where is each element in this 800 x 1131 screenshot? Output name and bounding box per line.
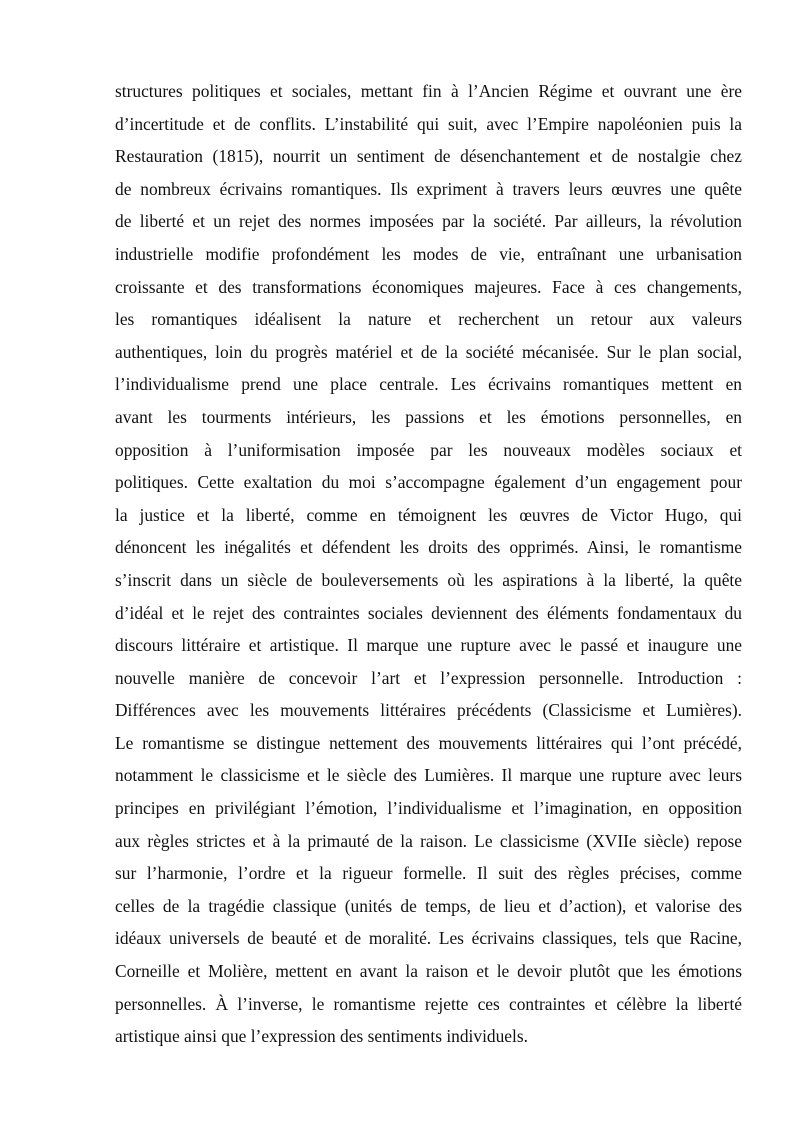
text-line: croissante et des transformations économiques majeures. Face à ces changements, [115, 276, 742, 297]
text-line: aux règles strictes et à la primauté de la raison. Le classicisme (XVIIe siècle) repose [115, 830, 742, 851]
text-line: principes en privilégiant l’émotion, l’individualisme et l’imagination, en opposition [115, 798, 742, 819]
text-line: personnelles. À l’inverse, le romantisme rejette ces contraintes et célèbre la liberté [115, 993, 742, 1014]
text-line: avant les tourments intérieurs, les passions et les émotions personnelles, en [115, 406, 742, 427]
text-line: d’idéal et le rejet des contraintes sociales deviennent des éléments fondamentaux du [115, 602, 742, 623]
text-line: Le romantisme se distingue nettement des mouvements littéraires qui l’ont précédé, [115, 732, 742, 753]
text-line: la justice et la liberté, comme en témoignent les œuvres de Victor Hugo, qui [115, 504, 742, 525]
text-line: les romantiques idéalisent la nature et recherchent un retour aux valeurs [115, 309, 742, 330]
text-line: d’incertitude et de conflits. L’instabilité qui suit, avec l’Empire napoléonien puis la [115, 113, 742, 134]
text-line: Différences avec les mouvements littéraires précédents (Classicisme et Lumières). [115, 700, 742, 721]
text-line: opposition à l’uniformisation imposée par les nouveaux modèles sociaux et [115, 439, 742, 460]
text-line: politiques. Cette exaltation du moi s’accompagne également d’un engagement pour [115, 472, 742, 493]
text-line: Corneille et Molière, mettent en avant la raison et le devoir plutôt que les émotions [115, 961, 742, 982]
text-line: nouvelle manière de concevoir l’art et l’expression personnelle. Introduction : [115, 667, 742, 688]
text-line: notamment le classicisme et le siècle des Lumières. Il marque une rupture avec leurs [115, 765, 742, 786]
text-line: structures politiques et sociales, mettant fin à l’Ancien Régime et ouvrant une ère [115, 81, 742, 101]
text-line: de nombreux écrivains romantiques. Ils expriment à travers leurs œuvres une quête [115, 178, 742, 199]
text-line: idéaux universels de beauté et de moralité. Les écrivains classiques, tels que Racine, [115, 928, 742, 949]
text-line: Restauration (1815), nourrit un sentiment de désenchantement et de nostalgie chez [115, 146, 742, 167]
text-line: industrielle modifie profondément les modes de vie, entraînant une urbanisation [115, 243, 742, 264]
text-line: de liberté et un rejet des normes imposées par la société. Par ailleurs, la révolution [115, 211, 742, 232]
text-line: l’individualisme prend une place centrale. Les écrivains romantiques mettent en [115, 374, 742, 395]
text-line: discours littéraire et artistique. Il marque une rupture avec le passé et inaugure une [115, 635, 742, 656]
text-line: celles de la tragédie classique (unités de temps, de lieu et d’action), et valorise des [115, 895, 742, 916]
text-line: dénoncent les inégalités et défendent les droits des opprimés. Ainsi, le romantisme [115, 537, 742, 558]
body-text [115, 75, 742, 1053]
text-line: sur l’harmonie, l’ordre et la rigueur formelle. Il suit des règles précises, comme [115, 863, 742, 884]
text-line: artistique ainsi que l’expression des sentiments individuels. [115, 1026, 528, 1047]
text-line: authentiques, loin du progrès matériel et de la société mécanisée. Sur le plan social, [115, 341, 742, 362]
text-line: s’inscrit dans un siècle de bouleversements où les aspirations à la liberté, la quête [115, 569, 742, 590]
